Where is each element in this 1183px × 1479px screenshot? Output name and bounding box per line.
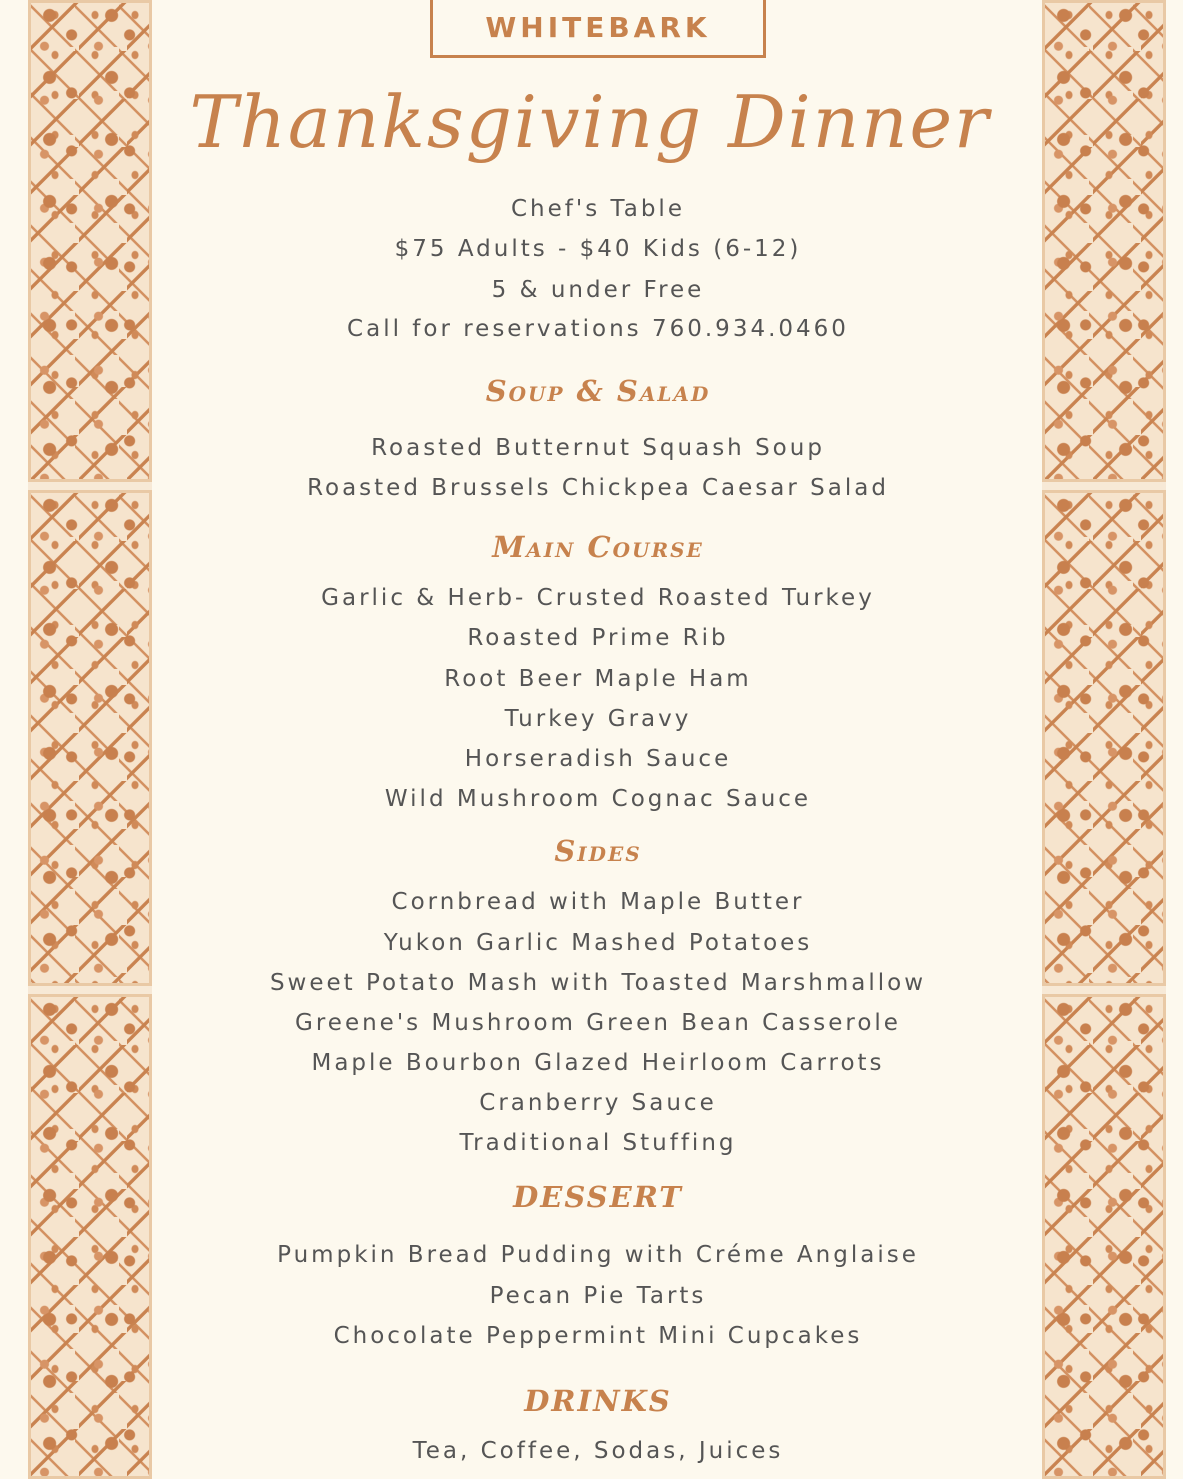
brand-box bbox=[430, 0, 766, 58]
floral-panel-icon bbox=[1042, 0, 1166, 482]
floral-panel-icon bbox=[1042, 490, 1166, 986]
menu-item: Maple Bourbon Glazed Heirloom Carrots bbox=[311, 1050, 885, 1076]
menu-item: Cranberry Sauce bbox=[479, 1090, 717, 1116]
menu-item: Root Beer Maple Ham bbox=[444, 666, 752, 692]
menu-item: Sweet Potato Mash with Toasted Marshmallow bbox=[269, 970, 927, 996]
info-line: Call for reservations 760.934.0460 bbox=[347, 316, 849, 342]
menu-item: Wild Mushroom Cognac Sauce bbox=[384, 786, 812, 812]
floral-panel-icon bbox=[28, 0, 152, 482]
info-line: 5 & under Free bbox=[491, 277, 705, 303]
menu-item: Greene's Mushroom Green Bean Casserole bbox=[295, 1010, 901, 1036]
floral-panel-icon bbox=[28, 994, 152, 1479]
section-heading: Main Course bbox=[492, 530, 704, 564]
menu-item: Turkey Gravy bbox=[504, 706, 692, 732]
menu-item: Pumpkin Bread Pudding with Créme Anglaise bbox=[277, 1242, 919, 1268]
section-heading: DRINKS bbox=[524, 1384, 672, 1418]
menu-item: Yukon Garlic Mashed Potatoes bbox=[383, 930, 813, 956]
menu-item: Cornbread with Maple Butter bbox=[391, 889, 805, 915]
section-heading: DESSERT bbox=[513, 1180, 683, 1214]
section-heading: Sides bbox=[554, 834, 642, 868]
menu-item: Horseradish Sauce bbox=[464, 746, 732, 772]
floral-panel-icon bbox=[1042, 994, 1166, 1479]
info-line: Chef's Table bbox=[511, 196, 685, 222]
menu-item: Roasted Prime Rib bbox=[467, 625, 729, 651]
menu-item: Tea, Coffee, Sodas, Juices bbox=[412, 1438, 784, 1464]
menu-item: Roasted Brussels Chickpea Caesar Salad bbox=[307, 475, 889, 501]
menu-item: Traditional Stuffing bbox=[459, 1130, 737, 1156]
brand-name: WHITEBARK bbox=[485, 10, 711, 44]
menu-item: Roasted Butternut Squash Soup bbox=[371, 435, 825, 461]
menu-item: Chocolate Peppermint Mini Cupcakes bbox=[333, 1323, 863, 1349]
right-floral-border bbox=[1042, 0, 1166, 1479]
page-title: Thanksgiving Dinner bbox=[189, 80, 991, 164]
info-line: $75 Adults - $40 Kids (6-12) bbox=[394, 236, 802, 262]
menu-item: Garlic & Herb- Crusted Roasted Turkey bbox=[321, 585, 875, 611]
floral-panel-icon bbox=[28, 490, 152, 986]
section-heading: Soup & Salad bbox=[485, 374, 711, 408]
left-floral-border bbox=[28, 0, 152, 1479]
menu-item: Pecan Pie Tarts bbox=[489, 1283, 707, 1309]
